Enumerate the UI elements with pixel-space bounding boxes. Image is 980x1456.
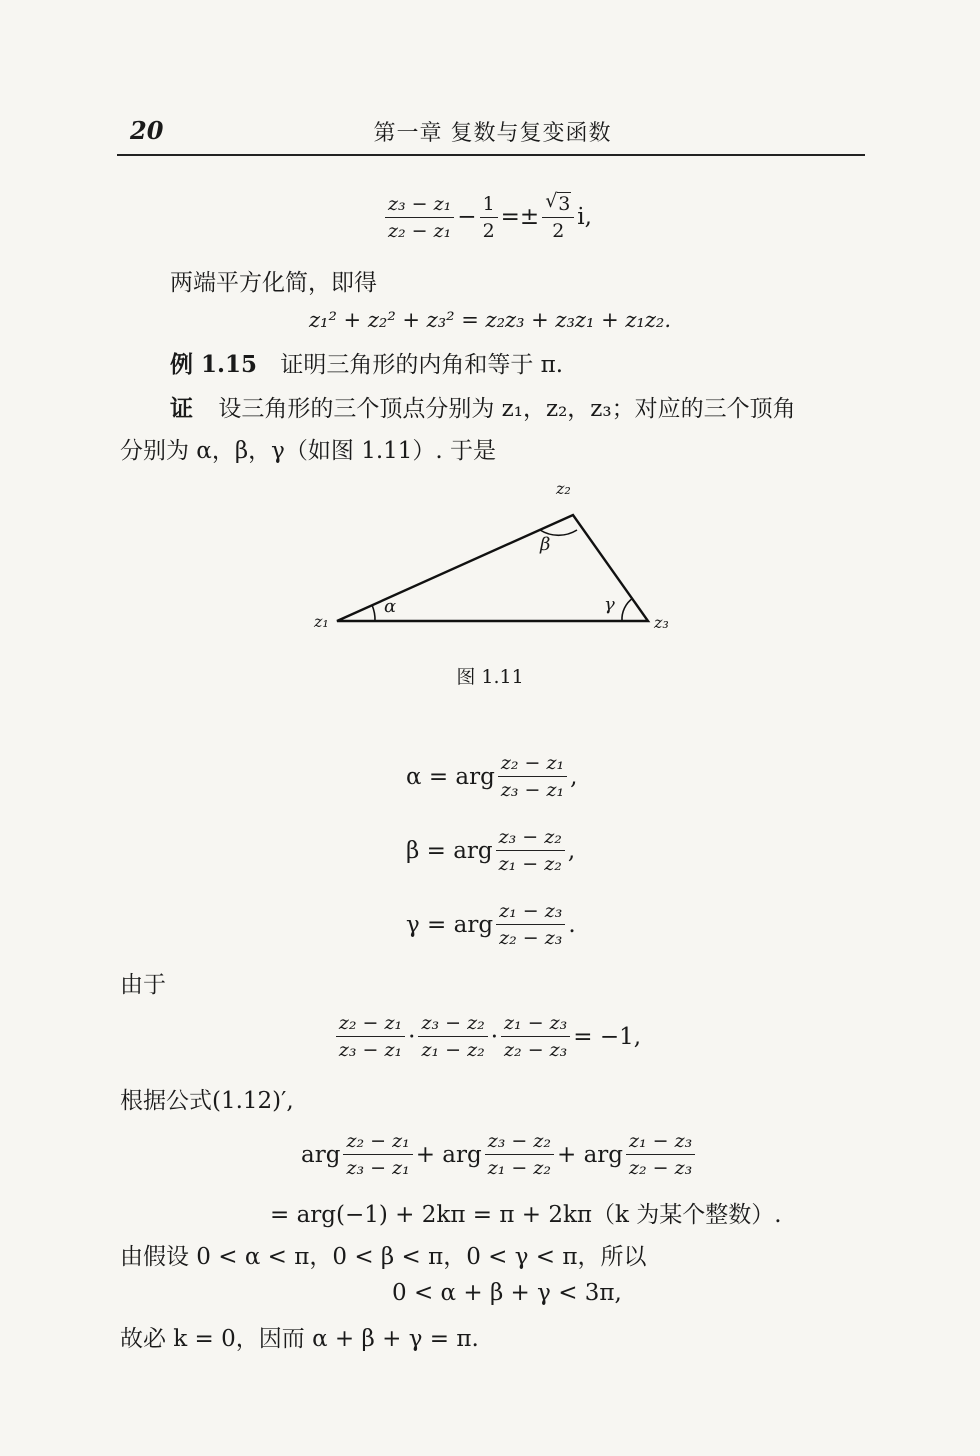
- fraction: [485, 1130, 554, 1179]
- operator: =±: [500, 204, 540, 230]
- fraction: [496, 900, 565, 949]
- fraction-numerator: z₁ − z₃: [501, 1012, 570, 1037]
- punctuation: .: [568, 911, 576, 938]
- fraction-denominator: z₁ − z₂: [498, 853, 562, 875]
- sqrt-fraction: [542, 192, 574, 242]
- proof-text-1: 设三角形的三个顶点分别为 z₁，z₂，z₃；对应的三个顶角: [218, 396, 796, 422]
- arg-sum-result: = arg(−1) + 2kπ = π + 2kπ（k 为某个整数）.: [270, 1202, 782, 1228]
- text-assume: 由假设 0 < α < π，0 < β < π，0 < γ < π，所以: [120, 1244, 647, 1270]
- equation-squares: z₁² + z₂² + z₃² = z₂z₃ + z₃z₁ + z₁z₂.: [308, 308, 671, 332]
- angle-beta-label: β: [540, 534, 551, 555]
- fraction: [336, 1012, 405, 1061]
- fraction-numerator: z₂ − z₁: [343, 1130, 412, 1155]
- fraction-denominator: z₂ − z₃: [629, 1157, 693, 1179]
- example-line: [170, 346, 563, 379]
- fraction-numerator: [542, 192, 574, 218]
- running-title: 第一章 复数与复变函数: [373, 121, 612, 146]
- fraction: [626, 1130, 695, 1179]
- operator: −: [457, 204, 477, 230]
- proof-line-2: 分别为 α，β，γ（如图 1.11）. 于是: [120, 438, 497, 464]
- definition-lhs: α = arg: [406, 763, 495, 790]
- fraction: [498, 752, 567, 801]
- example-label: 例 1.15: [170, 351, 258, 378]
- fraction-denominator: z₂ − z₃: [499, 927, 563, 949]
- fraction-denominator: z₃ − z₁: [346, 1157, 410, 1179]
- product-equation: [0, 1012, 980, 1061]
- alpha-arc: [372, 605, 375, 621]
- arg-operator: + arg: [415, 1141, 482, 1168]
- half-fraction: [480, 193, 498, 242]
- figure-caption: 图 1.11: [456, 666, 524, 688]
- fraction-numerator: z₂ − z₁: [336, 1012, 405, 1037]
- sqrt-symbol: √ 3: [545, 190, 571, 215]
- gamma-arc: [622, 598, 633, 621]
- text-formula: 根据公式(1.12)′,: [120, 1088, 294, 1114]
- equation-tail: i,: [577, 204, 592, 230]
- arg-operator: arg: [301, 1141, 341, 1168]
- fraction-numerator: z₁ − z₃: [496, 900, 565, 925]
- proof-line-1: [170, 390, 796, 423]
- page-header: [120, 112, 865, 152]
- conclusion: 故必 k = 0，因而 α + β + γ = π.: [120, 1326, 479, 1352]
- fraction-numerator: z₃ − z₁: [385, 193, 454, 218]
- fraction-numerator: 1: [480, 193, 498, 218]
- fraction-numerator: z₃ − z₂: [496, 826, 565, 851]
- fraction-denominator: 2: [482, 219, 495, 242]
- equation-cube-roots: [0, 192, 980, 242]
- punctuation: ,: [567, 837, 576, 864]
- fraction: [501, 1012, 570, 1061]
- fraction-numerator: z₃ − z₂: [418, 1012, 487, 1037]
- fraction-denominator: z₃ − z₁: [338, 1039, 403, 1061]
- alpha-definition: [403, 752, 580, 801]
- definition-lhs: β = arg: [406, 837, 493, 864]
- page-number: 20: [130, 116, 164, 145]
- text-square: 两端平方化简，即得: [170, 270, 377, 296]
- fraction-numerator: z₃ − z₂: [485, 1130, 554, 1155]
- fraction-denominator: z₂ − z₁: [388, 219, 452, 242]
- fraction-numerator: z₂ − z₁: [498, 752, 567, 777]
- beta-definition: [403, 826, 578, 875]
- fraction: [496, 826, 565, 875]
- arg-operator: + arg: [556, 1141, 623, 1168]
- fraction: [385, 193, 454, 242]
- inequality: 0 < α + β + γ < 3π,: [392, 1280, 622, 1306]
- text-since: 由于: [120, 972, 166, 998]
- fraction-denominator: z₁ − z₂: [487, 1157, 551, 1179]
- vertex-z1-label: z₁: [314, 612, 329, 631]
- product-result: = −1,: [573, 1023, 642, 1050]
- proof-label: 证: [170, 395, 193, 422]
- sqrt-argument: 3: [558, 193, 571, 215]
- vertex-z2-label: z₂: [556, 479, 571, 498]
- angle-gamma-label: γ: [604, 594, 615, 615]
- vertex-z3-label: z₃: [654, 613, 669, 632]
- gamma-definition: [403, 900, 579, 949]
- arg-sum-equation: [298, 1130, 695, 1179]
- fraction-denominator: z₃ − z₁: [500, 779, 565, 801]
- fraction-denominator: z₂ − z₃: [504, 1039, 568, 1061]
- fraction: [343, 1130, 412, 1179]
- header-rule: [117, 154, 865, 156]
- triangle-figure: [300, 470, 680, 650]
- example-text: 证明三角形的内角和等于 π.: [280, 352, 564, 378]
- fraction-denominator: z₁ − z₂: [421, 1039, 485, 1061]
- operator: ·: [408, 1023, 416, 1050]
- fraction-denominator: 2: [552, 220, 565, 242]
- angle-alpha-label: α: [384, 596, 397, 617]
- fraction-numerator: z₁ − z₃: [626, 1130, 695, 1155]
- operator: ·: [490, 1023, 499, 1050]
- fraction: [418, 1012, 487, 1061]
- punctuation: ,: [570, 763, 578, 790]
- definition-lhs: γ = arg: [406, 911, 494, 938]
